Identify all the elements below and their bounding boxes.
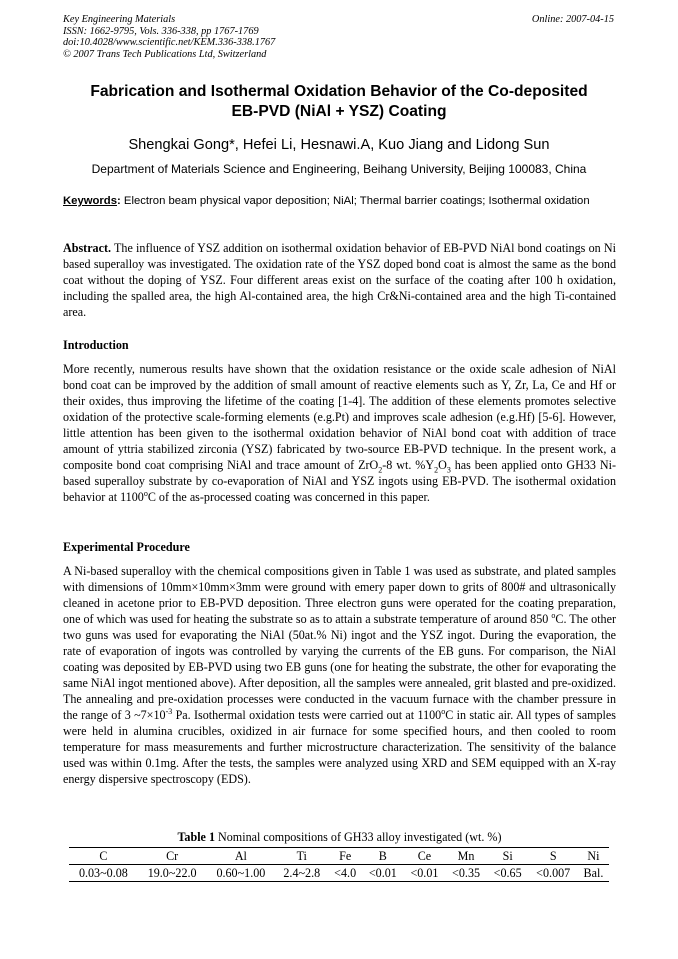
- intro-text-4: has been applied onto GH33 Ni-based superalloy substrate by co-evaporation of NiAl and YSZ ingots using EB-PVD. The isothermal oxidation behavior at 1100: [63, 458, 617, 504]
- journal-metadata: [63, 14, 275, 60]
- abstract-text: The influence of YSZ addition on isothermal oxidation behavior of EB-PVD NiAl bond coatings on Ni based superalloy was investigated. The oxidation rate of the YSZ doped bond coat is almost the same as the bond coat without the doping of YSZ. Four different areas exist on the surface of the coating after 100 h oxidation, including the spalled area, the high Al-contained area, the high Cr&Ni-contained area and the high Ti-contained area.: [63, 241, 616, 319]
- title-line-1: Fabrication and Isothermal Oxidation Behavior of the Co-deposited: [90, 83, 588, 100]
- intro-sup-degree: o: [143, 488, 148, 498]
- exp-text-3: Pa. Isothermal oxidation tests were carried out at 1100: [172, 708, 442, 722]
- table-header-cell: Fe: [339, 849, 352, 863]
- doi-line: doi:10.4028/www.scientific.net/KEM.336-338.1767: [63, 37, 276, 48]
- table-header-cell: Ce: [417, 849, 432, 863]
- paper-title: [40, 82, 638, 122]
- affiliation: Department of Materials Science and Engineering, Beihang University, Beijing 100083, China: [91, 162, 587, 176]
- keywords-label: Keywords: [63, 195, 117, 207]
- intro-sub-1: 2: [378, 465, 383, 475]
- table-cell: 2.4~2.8: [283, 866, 321, 880]
- table-header-cell: Ni: [587, 849, 600, 863]
- table-row: [69, 865, 609, 882]
- exp-sup-1: o: [551, 610, 556, 620]
- exp-text-2: C. The other two guns was used for evaporating the NiAl (50at.% Ni) ingot and the YSZ ingot. During the evaporation, the rate of evaporation of ingots was controlled by varying the currents of the EB guns. For comparison, the NiAl coating was deposited by EB-PVD using two EB guns (one for heating the substrate, the other for evaporating the same NiAl ingot mentioned above). After deposition, all the samples were annealed, grit blasted and pre-oxidized. The annealing and pre-oxidation processes were conducted in the vacuum furnace with the chamber pressure in the range of 3 ~7×10: [63, 612, 616, 722]
- exp-sup-3: o: [441, 706, 446, 716]
- intro-sub-2: 2: [434, 465, 439, 475]
- intro-text-2: -8 wt. %Y: [382, 458, 435, 472]
- table-cell: <0.01: [368, 866, 397, 880]
- copyright-line: © 2007 Trans Tech Publications Ltd, Switzerland: [63, 48, 267, 60]
- intro-sub-3: 3: [446, 465, 451, 475]
- table-cell: 19.0~22.0: [147, 866, 197, 880]
- introduction-paragraph: [63, 361, 616, 505]
- table-cell: <0.01: [410, 866, 439, 880]
- author-list: Shengkai Gong*, Hefei Li, Hesnawi.A, Kuo Jiang and Lidong Sun: [128, 137, 550, 153]
- table-header-cell: C: [99, 849, 108, 863]
- online-date: Online: 2007-04-15: [531, 14, 614, 25]
- exp-text-4: C in static air. All types of samples were held in alumina crucibles, oxidized in air furnace for some specified hours, and then cooled to room temperature for mass measurements and further microstructure characterization. The sensitivity of the balance used was within 0.1mg. After the tests, the samples were analyzed using XRD and SEM equipped with an X-ray energy dispersive spectroscopy (EDS).: [63, 708, 616, 786]
- issn-line: ISSN: 1662-9795, Vols. 336-338, pp 1767-1769: [63, 25, 259, 37]
- table-cell: <4.0: [334, 866, 357, 880]
- table-header-cell: B: [378, 849, 387, 863]
- table-header-cell: Si: [502, 849, 513, 863]
- table-header-cell: Cr: [166, 849, 179, 863]
- table-cell: 0.60~1.00: [216, 866, 266, 880]
- intro-text-5: C of the as-processed coating was concerned in this paper.: [147, 490, 430, 504]
- table-header-cell: S: [549, 849, 557, 863]
- keywords-colon: :: [117, 195, 121, 207]
- intro-text-3: O: [438, 458, 447, 472]
- exp-sup-2: -3: [165, 706, 173, 716]
- table-caption-text: Nominal compositions of GH33 alloy investigated (wt. %): [215, 830, 502, 844]
- composition-table: [69, 847, 609, 882]
- table-header-cell: Mn: [457, 849, 475, 863]
- intro-text-1: More recently, numerous results have shown that the oxidation resistance or the oxide scale adhesion of NiAl bond coat can be improved by the addition of small amount of reactive elements such as Y, Zr, La, Ce and Hf or their oxides, thus improving the lifetime of the coating [1-4]. The addition of these elements promotes selective oxidation of the protective scale-forming elements (e.g.Pt) and improves scale adhesion (e.g.Hf) [5-6]. However, little attention has been given to the isothermal oxidation behavior of NiAl bond coat with addition of trace amount of yttria stabilized zirconia (YSZ) fabricated by two-source EB-PVD technique. In the present work, a composite bond coat comprising NiAl and trace amount of ZrO: [63, 362, 616, 472]
- title-line-2: EB-PVD (NiAl + YSZ) Coating: [231, 103, 447, 120]
- table-header-row: [69, 848, 609, 865]
- table-cell: <0.35: [452, 866, 481, 880]
- table-cell: <0.007: [536, 866, 571, 880]
- keywords-block: [63, 194, 616, 209]
- table-cell: Bal.: [583, 866, 604, 880]
- journal-name: Key Engineering Materials: [63, 14, 176, 25]
- table-header-cell: Al: [234, 849, 247, 863]
- experimental-heading: Experimental Procedure: [63, 540, 190, 554]
- exp-text-1: A Ni-based superalloy with the chemical compositions given in Table 1 was used as substrate, and plated samples with dimensions of 10mm×10mm×3mm were ground with emery paper down to grits of 800# and ultrasonically cleaned in acetone prior to EB-PVD deposition. Three electron guns were operated for the coating preparation, one of which was used for heating the substrate so as to attain a substrate temperature of around 850: [63, 564, 616, 626]
- introduction-heading: Introduction: [63, 338, 129, 352]
- table-cell: <0.65: [493, 866, 522, 880]
- table-header-cell: Ti: [296, 849, 307, 863]
- table-cell: 0.03~0.08: [78, 866, 128, 880]
- experimental-paragraph: [63, 563, 616, 787]
- abstract-label: Abstract.: [63, 241, 112, 255]
- keywords-text: Electron beam physical vapor deposition; NiAl; Thermal barrier coatings; Isothermal oxidation: [120, 195, 590, 207]
- table-caption: [63, 829, 616, 845]
- table-caption-label: Table 1: [177, 830, 215, 844]
- abstract-block: [63, 240, 616, 320]
